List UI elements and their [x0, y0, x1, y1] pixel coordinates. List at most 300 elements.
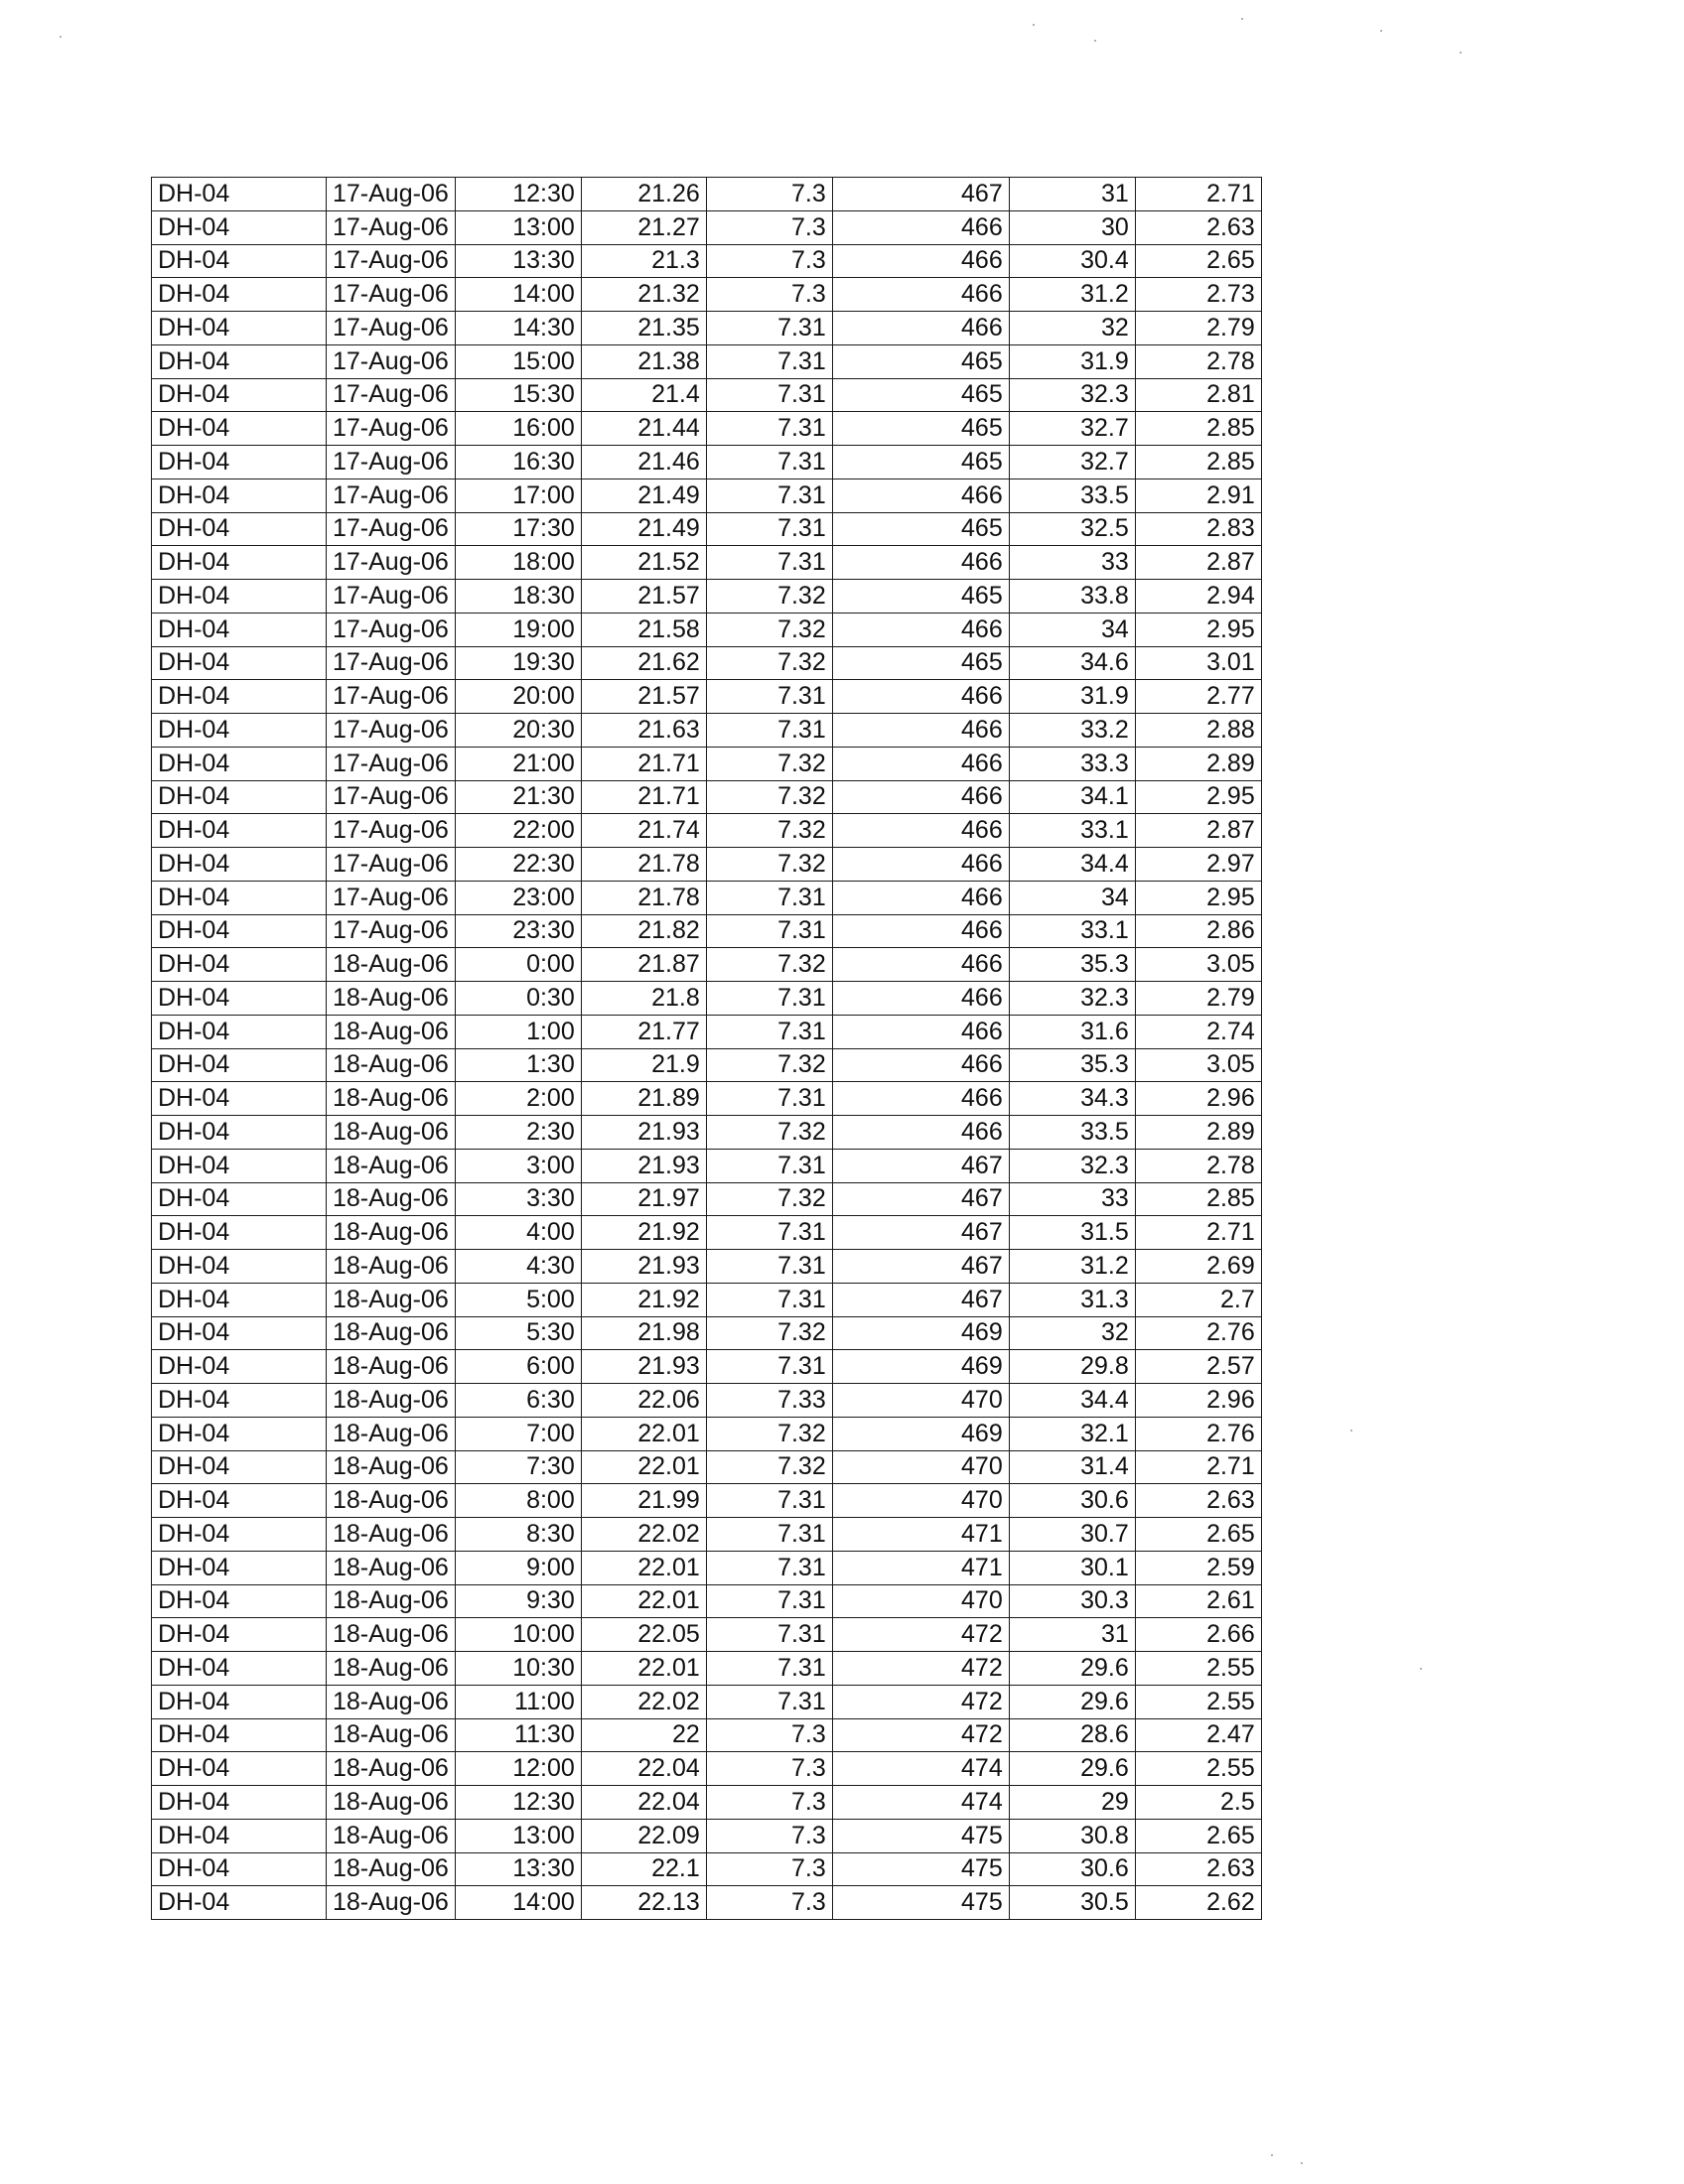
scan-speck — [1460, 52, 1462, 54]
value-cell: 33.1 — [1009, 914, 1135, 948]
value-cell: 7.3 — [706, 1786, 832, 1820]
time-cell: 4:00 — [455, 1216, 581, 1250]
value-cell: 2.47 — [1135, 1718, 1261, 1752]
well-id-cell: DH-04 — [152, 1652, 327, 1686]
time-cell: 3:30 — [455, 1182, 581, 1216]
date-cell: 17-Aug-06 — [327, 780, 456, 814]
value-cell: 2.66 — [1135, 1618, 1261, 1652]
value-cell: 2.86 — [1135, 914, 1261, 948]
value-cell: 30.6 — [1009, 1484, 1135, 1518]
value-cell: 21.32 — [581, 278, 706, 312]
date-cell: 18-Aug-06 — [327, 1551, 456, 1584]
value-cell: 7.32 — [706, 1048, 832, 1082]
value-cell: 2.71 — [1135, 178, 1261, 211]
value-cell: 2.69 — [1135, 1250, 1261, 1284]
value-cell: 467 — [832, 1250, 1009, 1284]
value-cell: 21.78 — [581, 881, 706, 914]
value-cell: 472 — [832, 1652, 1009, 1686]
value-cell: 7.31 — [706, 312, 832, 345]
value-cell: 7.31 — [706, 446, 832, 479]
value-cell: 466 — [832, 613, 1009, 646]
date-cell: 17-Aug-06 — [327, 344, 456, 378]
value-cell: 31.2 — [1009, 1250, 1135, 1284]
value-cell: 2.78 — [1135, 344, 1261, 378]
value-cell: 21.9 — [581, 1048, 706, 1082]
value-cell: 30.1 — [1009, 1551, 1135, 1584]
value-cell: 465 — [832, 344, 1009, 378]
well-id-cell: DH-04 — [152, 1484, 327, 1518]
value-cell: 21.97 — [581, 1182, 706, 1216]
value-cell: 465 — [832, 378, 1009, 412]
value-cell: 31.5 — [1009, 1216, 1135, 1250]
value-cell: 31 — [1009, 1618, 1135, 1652]
well-id-cell: DH-04 — [152, 1350, 327, 1384]
value-cell: 466 — [832, 244, 1009, 278]
value-cell: 34.4 — [1009, 848, 1135, 882]
well-id-cell: DH-04 — [152, 1417, 327, 1450]
date-cell: 18-Aug-06 — [327, 982, 456, 1016]
table-row — [152, 1149, 1262, 1182]
time-cell: 8:30 — [455, 1518, 581, 1552]
well-id-cell: DH-04 — [152, 1384, 327, 1418]
well-id-cell: DH-04 — [152, 914, 327, 948]
value-cell: 29.8 — [1009, 1350, 1135, 1384]
scan-speck — [1033, 24, 1035, 26]
value-cell: 7.3 — [706, 1718, 832, 1752]
time-cell: 12:30 — [455, 1786, 581, 1820]
value-cell: 30.6 — [1009, 1852, 1135, 1886]
date-cell: 18-Aug-06 — [327, 1417, 456, 1450]
value-cell: 2.5 — [1135, 1786, 1261, 1820]
value-cell: 3.05 — [1135, 1048, 1261, 1082]
time-cell: 10:30 — [455, 1652, 581, 1686]
date-cell: 17-Aug-06 — [327, 244, 456, 278]
table-row — [152, 378, 1262, 412]
table-row — [152, 1350, 1262, 1384]
value-cell: 7.32 — [706, 1182, 832, 1216]
value-cell: 466 — [832, 210, 1009, 244]
table-row — [152, 412, 1262, 446]
value-cell: 465 — [832, 446, 1009, 479]
value-cell: 31.9 — [1009, 344, 1135, 378]
value-cell: 466 — [832, 1082, 1009, 1116]
value-cell: 22.01 — [581, 1551, 706, 1584]
value-cell: 467 — [832, 1283, 1009, 1316]
time-cell: 0:30 — [455, 982, 581, 1016]
value-cell: 7.31 — [706, 1015, 832, 1048]
table-row — [152, 848, 1262, 882]
date-cell: 17-Aug-06 — [327, 613, 456, 646]
value-cell: 2.94 — [1135, 580, 1261, 614]
value-cell: 33.2 — [1009, 714, 1135, 748]
value-cell: 2.79 — [1135, 312, 1261, 345]
table-row — [152, 478, 1262, 512]
value-cell: 32.3 — [1009, 378, 1135, 412]
table-row — [152, 244, 1262, 278]
well-id-cell: DH-04 — [152, 278, 327, 312]
table-row — [152, 446, 1262, 479]
value-cell: 21.27 — [581, 210, 706, 244]
value-cell: 2.65 — [1135, 244, 1261, 278]
value-cell: 21.93 — [581, 1116, 706, 1150]
value-cell: 2.76 — [1135, 1417, 1261, 1450]
value-cell: 31.2 — [1009, 278, 1135, 312]
value-cell: 21.93 — [581, 1350, 706, 1384]
time-cell: 18:00 — [455, 546, 581, 580]
table-row — [152, 747, 1262, 780]
value-cell: 2.63 — [1135, 1852, 1261, 1886]
value-cell: 33.3 — [1009, 747, 1135, 780]
well-id-cell: DH-04 — [152, 1048, 327, 1082]
value-cell: 467 — [832, 1149, 1009, 1182]
value-cell: 466 — [832, 714, 1009, 748]
well-id-cell: DH-04 — [152, 848, 327, 882]
date-cell: 18-Aug-06 — [327, 1852, 456, 1886]
date-cell: 18-Aug-06 — [327, 1618, 456, 1652]
value-cell: 21.4 — [581, 378, 706, 412]
value-cell: 21.62 — [581, 646, 706, 680]
well-id-cell: DH-04 — [152, 613, 327, 646]
time-cell: 9:30 — [455, 1584, 581, 1618]
date-cell: 18-Aug-06 — [327, 1116, 456, 1150]
value-cell: 2.85 — [1135, 1182, 1261, 1216]
value-cell: 33 — [1009, 546, 1135, 580]
time-cell: 21:00 — [455, 747, 581, 780]
table-row — [152, 1685, 1262, 1718]
well-id-cell: DH-04 — [152, 1015, 327, 1048]
well-id-cell: DH-04 — [152, 1886, 327, 1920]
date-cell: 17-Aug-06 — [327, 178, 456, 211]
well-id-cell: DH-04 — [152, 244, 327, 278]
value-cell: 2.78 — [1135, 1149, 1261, 1182]
value-cell: 467 — [832, 1216, 1009, 1250]
time-cell: 23:00 — [455, 881, 581, 914]
value-cell: 29.6 — [1009, 1652, 1135, 1686]
value-cell: 7.31 — [706, 1082, 832, 1116]
time-cell: 5:30 — [455, 1316, 581, 1350]
date-cell: 17-Aug-06 — [327, 881, 456, 914]
time-cell: 6:30 — [455, 1384, 581, 1418]
well-id-cell: DH-04 — [152, 512, 327, 546]
value-cell: 7.31 — [706, 512, 832, 546]
date-cell: 17-Aug-06 — [327, 814, 456, 848]
well-id-cell: DH-04 — [152, 580, 327, 614]
value-cell: 21.71 — [581, 780, 706, 814]
value-cell: 22.13 — [581, 1886, 706, 1920]
value-cell: 3.01 — [1135, 646, 1261, 680]
value-cell: 2.96 — [1135, 1082, 1261, 1116]
table-row — [152, 1082, 1262, 1116]
scan-speck — [1350, 1430, 1352, 1432]
date-cell: 18-Aug-06 — [327, 1082, 456, 1116]
table-row — [152, 1450, 1262, 1484]
table-row — [152, 680, 1262, 714]
date-cell: 18-Aug-06 — [327, 1149, 456, 1182]
table-row — [152, 1819, 1262, 1852]
date-cell: 18-Aug-06 — [327, 1182, 456, 1216]
monitoring-data-table — [151, 177, 1262, 1920]
value-cell: 466 — [832, 278, 1009, 312]
well-id-cell: DH-04 — [152, 178, 327, 211]
value-cell: 2.73 — [1135, 278, 1261, 312]
value-cell: 21.78 — [581, 848, 706, 882]
value-cell: 33.8 — [1009, 580, 1135, 614]
value-cell: 7.31 — [706, 1685, 832, 1718]
time-cell: 7:00 — [455, 1417, 581, 1450]
value-cell: 2.89 — [1135, 747, 1261, 780]
value-cell: 22 — [581, 1718, 706, 1752]
value-cell: 7.3 — [706, 278, 832, 312]
value-cell: 31.6 — [1009, 1015, 1135, 1048]
value-cell: 2.95 — [1135, 613, 1261, 646]
table-row — [152, 1484, 1262, 1518]
value-cell: 7.31 — [706, 478, 832, 512]
date-cell: 17-Aug-06 — [327, 580, 456, 614]
value-cell: 22.02 — [581, 1685, 706, 1718]
value-cell: 7.32 — [706, 780, 832, 814]
value-cell: 7.31 — [706, 1652, 832, 1686]
value-cell: 7.31 — [706, 344, 832, 378]
table-row — [152, 312, 1262, 345]
well-id-cell: DH-04 — [152, 546, 327, 580]
value-cell: 466 — [832, 814, 1009, 848]
value-cell: 467 — [832, 178, 1009, 211]
value-cell: 2.65 — [1135, 1518, 1261, 1552]
value-cell: 2.55 — [1135, 1752, 1261, 1786]
well-id-cell: DH-04 — [152, 780, 327, 814]
value-cell: 7.32 — [706, 1417, 832, 1450]
time-cell: 14:30 — [455, 312, 581, 345]
date-cell: 18-Aug-06 — [327, 1015, 456, 1048]
well-id-cell: DH-04 — [152, 1216, 327, 1250]
time-cell: 22:30 — [455, 848, 581, 882]
well-id-cell: DH-04 — [152, 1551, 327, 1584]
value-cell: 30.3 — [1009, 1584, 1135, 1618]
value-cell: 29.6 — [1009, 1752, 1135, 1786]
time-cell: 15:30 — [455, 378, 581, 412]
date-cell: 18-Aug-06 — [327, 1316, 456, 1350]
value-cell: 34 — [1009, 881, 1135, 914]
table-row — [152, 1015, 1262, 1048]
value-cell: 466 — [832, 982, 1009, 1016]
date-cell: 18-Aug-06 — [327, 1384, 456, 1418]
time-cell: 13:00 — [455, 210, 581, 244]
value-cell: 33.5 — [1009, 1116, 1135, 1150]
value-cell: 7.31 — [706, 714, 832, 748]
well-id-cell: DH-04 — [152, 1250, 327, 1284]
value-cell: 30.8 — [1009, 1819, 1135, 1852]
value-cell: 21.49 — [581, 512, 706, 546]
date-cell: 18-Aug-06 — [327, 1350, 456, 1384]
value-cell: 32.7 — [1009, 446, 1135, 479]
date-cell: 17-Aug-06 — [327, 210, 456, 244]
scan-speck — [1094, 40, 1096, 42]
value-cell: 2.65 — [1135, 1819, 1261, 1852]
value-cell: 34.1 — [1009, 780, 1135, 814]
table-row — [152, 1283, 1262, 1316]
value-cell: 30.7 — [1009, 1518, 1135, 1552]
value-cell: 470 — [832, 1450, 1009, 1484]
table-row — [152, 1584, 1262, 1618]
table-row — [152, 1652, 1262, 1686]
value-cell: 7.32 — [706, 948, 832, 982]
date-cell: 18-Aug-06 — [327, 1250, 456, 1284]
value-cell: 32 — [1009, 312, 1135, 345]
date-cell: 17-Aug-06 — [327, 412, 456, 446]
time-cell: 9:00 — [455, 1551, 581, 1584]
value-cell: 32.7 — [1009, 412, 1135, 446]
well-id-cell: DH-04 — [152, 210, 327, 244]
value-cell: 2.81 — [1135, 378, 1261, 412]
value-cell: 7.3 — [706, 1819, 832, 1852]
time-cell: 15:00 — [455, 344, 581, 378]
value-cell: 466 — [832, 1015, 1009, 1048]
value-cell: 469 — [832, 1350, 1009, 1384]
time-cell: 13:00 — [455, 1819, 581, 1852]
value-cell: 22.01 — [581, 1417, 706, 1450]
value-cell: 7.3 — [706, 1852, 832, 1886]
value-cell: 7.32 — [706, 646, 832, 680]
time-cell: 12:00 — [455, 1752, 581, 1786]
value-cell: 21.49 — [581, 478, 706, 512]
time-cell: 19:00 — [455, 613, 581, 646]
value-cell: 7.31 — [706, 914, 832, 948]
table-row — [152, 1216, 1262, 1250]
time-cell: 11:00 — [455, 1685, 581, 1718]
value-cell: 22.1 — [581, 1852, 706, 1886]
table-row — [152, 210, 1262, 244]
value-cell: 30.5 — [1009, 1886, 1135, 1920]
date-cell: 17-Aug-06 — [327, 747, 456, 780]
value-cell: 21.63 — [581, 714, 706, 748]
value-cell: 35.3 — [1009, 1048, 1135, 1082]
well-id-cell: DH-04 — [152, 1082, 327, 1116]
value-cell: 2.87 — [1135, 814, 1261, 848]
value-cell: 466 — [832, 546, 1009, 580]
date-cell: 18-Aug-06 — [327, 948, 456, 982]
time-cell: 14:00 — [455, 1886, 581, 1920]
date-cell: 18-Aug-06 — [327, 1886, 456, 1920]
scan-speck — [1271, 2154, 1273, 2156]
value-cell: 474 — [832, 1752, 1009, 1786]
value-cell: 7.31 — [706, 680, 832, 714]
value-cell: 22.01 — [581, 1584, 706, 1618]
time-cell: 2:30 — [455, 1116, 581, 1150]
time-cell: 22:00 — [455, 814, 581, 848]
value-cell: 7.32 — [706, 580, 832, 614]
time-cell: 10:00 — [455, 1618, 581, 1652]
value-cell: 22.09 — [581, 1819, 706, 1852]
value-cell: 7.31 — [706, 1484, 832, 1518]
table-row — [152, 948, 1262, 982]
value-cell: 21.71 — [581, 747, 706, 780]
value-cell: 472 — [832, 1718, 1009, 1752]
well-id-cell: DH-04 — [152, 747, 327, 780]
date-cell: 17-Aug-06 — [327, 714, 456, 748]
time-cell: 13:30 — [455, 1852, 581, 1886]
well-id-cell: DH-04 — [152, 1584, 327, 1618]
date-cell: 18-Aug-06 — [327, 1450, 456, 1484]
well-id-cell: DH-04 — [152, 1852, 327, 1886]
table-row — [152, 982, 1262, 1016]
value-cell: 472 — [832, 1618, 1009, 1652]
value-cell: 2.83 — [1135, 512, 1261, 546]
table-row — [152, 580, 1262, 614]
date-cell: 18-Aug-06 — [327, 1584, 456, 1618]
date-cell: 17-Aug-06 — [327, 312, 456, 345]
value-cell: 21.93 — [581, 1250, 706, 1284]
date-cell: 17-Aug-06 — [327, 680, 456, 714]
table-row — [152, 646, 1262, 680]
date-cell: 17-Aug-06 — [327, 512, 456, 546]
value-cell: 32.3 — [1009, 1149, 1135, 1182]
value-cell: 7.31 — [706, 1551, 832, 1584]
time-cell: 17:00 — [455, 478, 581, 512]
value-cell: 3.05 — [1135, 948, 1261, 982]
value-cell: 21.77 — [581, 1015, 706, 1048]
table-row — [152, 278, 1262, 312]
time-cell: 2:00 — [455, 1082, 581, 1116]
time-cell: 18:30 — [455, 580, 581, 614]
value-cell: 2.7 — [1135, 1283, 1261, 1316]
value-cell: 2.95 — [1135, 881, 1261, 914]
value-cell: 21.46 — [581, 446, 706, 479]
value-cell: 470 — [832, 1384, 1009, 1418]
value-cell: 471 — [832, 1518, 1009, 1552]
well-id-cell: DH-04 — [152, 1685, 327, 1718]
value-cell: 475 — [832, 1852, 1009, 1886]
value-cell: 21.3 — [581, 244, 706, 278]
date-cell: 18-Aug-06 — [327, 1216, 456, 1250]
well-id-cell: DH-04 — [152, 478, 327, 512]
well-id-cell: DH-04 — [152, 1116, 327, 1150]
well-id-cell: DH-04 — [152, 1182, 327, 1216]
time-cell: 7:30 — [455, 1450, 581, 1484]
value-cell: 470 — [832, 1584, 1009, 1618]
value-cell: 467 — [832, 1182, 1009, 1216]
value-cell: 22.01 — [581, 1450, 706, 1484]
value-cell: 35.3 — [1009, 948, 1135, 982]
table-row — [152, 1116, 1262, 1150]
well-id-cell: DH-04 — [152, 982, 327, 1016]
value-cell: 34.4 — [1009, 1384, 1135, 1418]
table-row — [152, 1048, 1262, 1082]
value-cell: 466 — [832, 747, 1009, 780]
value-cell: 21.35 — [581, 312, 706, 345]
value-cell: 32.1 — [1009, 1417, 1135, 1450]
value-cell: 30 — [1009, 210, 1135, 244]
value-cell: 471 — [832, 1551, 1009, 1584]
value-cell: 21.98 — [581, 1316, 706, 1350]
value-cell: 466 — [832, 1048, 1009, 1082]
value-cell: 7.32 — [706, 613, 832, 646]
date-cell: 18-Aug-06 — [327, 1819, 456, 1852]
value-cell: 465 — [832, 580, 1009, 614]
date-cell: 17-Aug-06 — [327, 478, 456, 512]
value-cell: 465 — [832, 646, 1009, 680]
value-cell: 466 — [832, 780, 1009, 814]
well-id-cell: DH-04 — [152, 1786, 327, 1820]
value-cell: 21.89 — [581, 1082, 706, 1116]
table-row — [152, 1852, 1262, 1886]
value-cell: 21.58 — [581, 613, 706, 646]
table-row — [152, 344, 1262, 378]
value-cell: 466 — [832, 948, 1009, 982]
time-cell: 20:00 — [455, 680, 581, 714]
time-cell: 14:00 — [455, 278, 581, 312]
date-cell: 17-Aug-06 — [327, 914, 456, 948]
value-cell: 33 — [1009, 1182, 1135, 1216]
